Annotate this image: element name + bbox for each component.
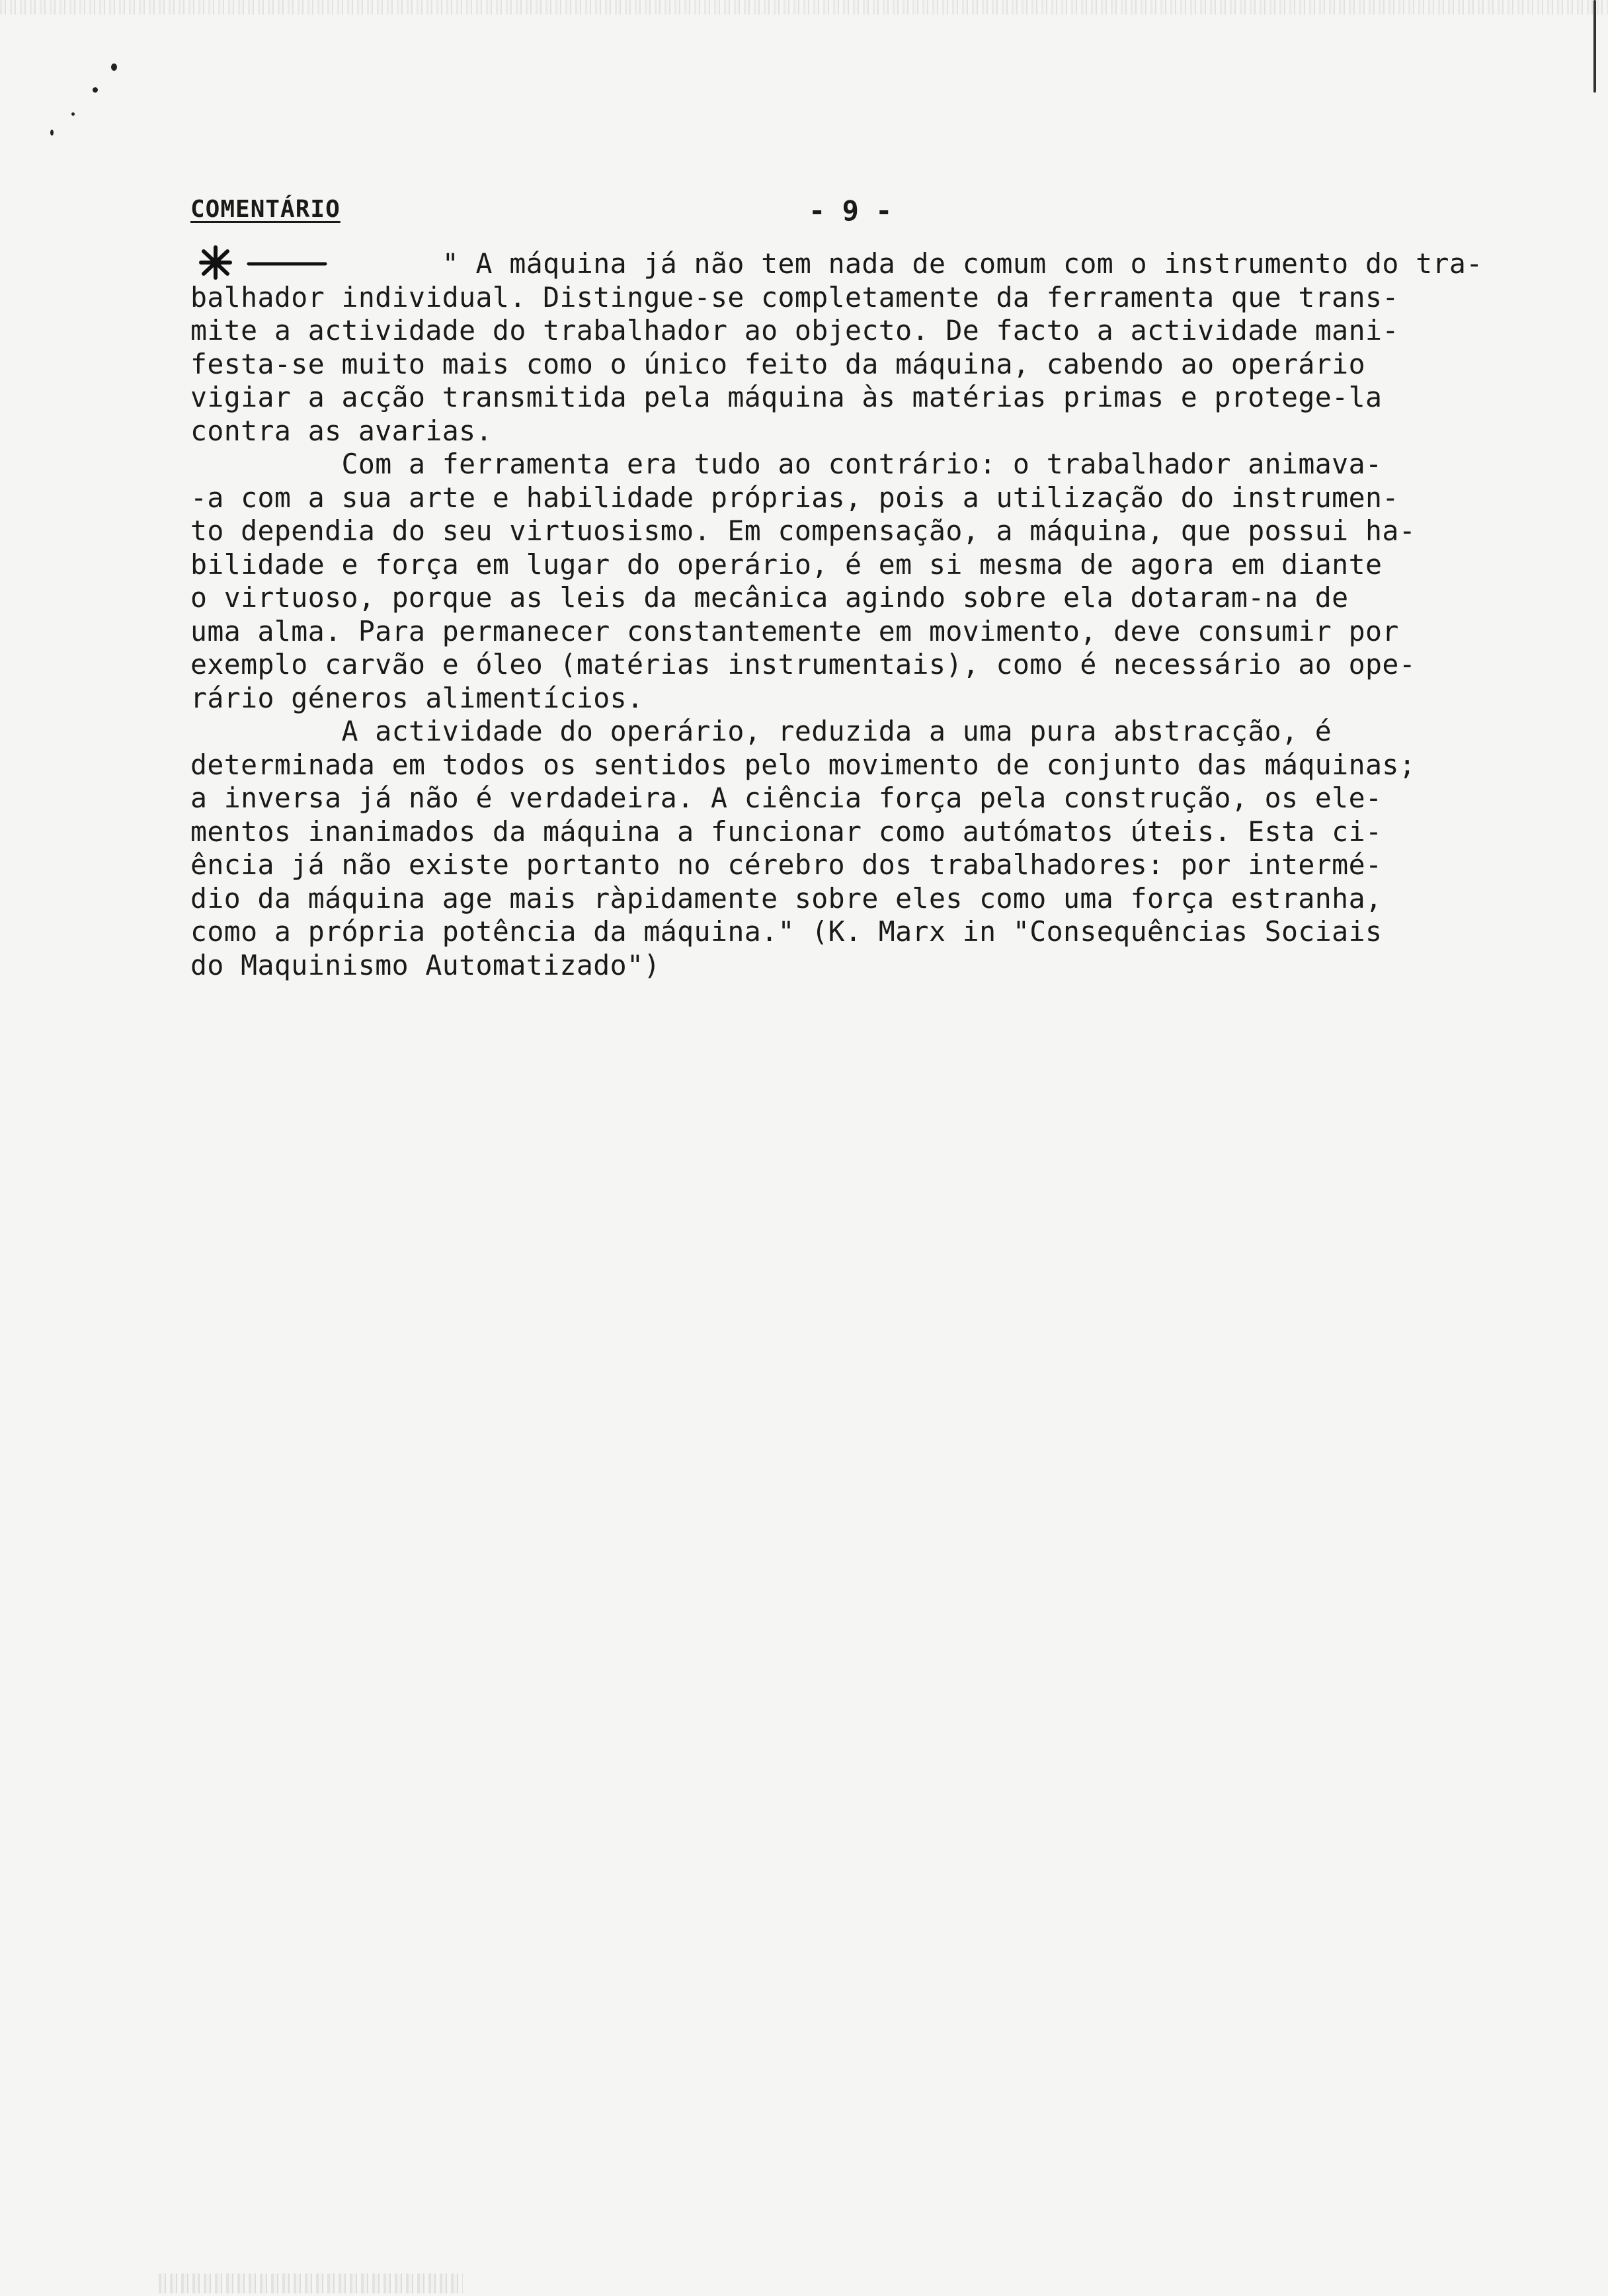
scan-speck xyxy=(50,130,54,136)
text-line: balhador individual. Distingue-se completamente da ferramenta que trans- xyxy=(190,280,1399,313)
text-line: vigiar a acção transmitida pela máquina às matérias primas e protege-la xyxy=(190,381,1383,413)
text-line: determinada em todos os sentidos pelo movimento de conjunto das máquinas; xyxy=(190,748,1416,781)
text-line: mentos inanimados da máquina a funcionar como autómatos úteis. Esta ci- xyxy=(190,815,1383,848)
text-line: uma alma. Para permanecer constantemente em movimento, deve consumir por xyxy=(190,614,1399,647)
scan-edge-noise xyxy=(0,0,1608,15)
text-line: festa-se muito mais como o único feito da máquina, cabendo ao operário xyxy=(190,347,1365,380)
text-line: to dependia do seu virtuosismo. Em compensação, a máquina, que possui ha- xyxy=(190,514,1416,547)
page-header xyxy=(190,196,1314,229)
scan-speck xyxy=(111,63,117,71)
scan-edge-mark xyxy=(1593,0,1596,93)
text-line: rário géneros alimentícios. xyxy=(190,681,644,714)
text-line: A actividade do operário, reduzida a uma pura abstracção, é xyxy=(190,715,1332,747)
scan-speck xyxy=(93,87,98,93)
text-line: ência já não existe portanto no cérebro dos trabalhadores: por intermé- xyxy=(190,848,1383,881)
text-line: a inversa já não é verdadeira. A ciência força pela construção, os ele- xyxy=(190,782,1383,814)
text-line: dio da máquina age mais ràpidamente sobre eles como uma força estranha, xyxy=(190,882,1383,915)
section-label: COMENTÁRIO xyxy=(190,196,341,223)
text-line: do Maquinismo Automatizado") xyxy=(190,948,661,981)
text-line: bilidade e força em lugar do operário, é em si mesma de agora em diante xyxy=(190,548,1383,581)
text-line: mite a actividade do trabalhador ao objecto. De facto a actividade mani- xyxy=(190,314,1399,347)
scan-edge-noise-bottom xyxy=(159,2274,463,2293)
text-line: como a própria potência da máquina." (K. Marx in "Consequências Sociais xyxy=(190,915,1383,948)
text-line: contra as avarias. xyxy=(190,414,493,447)
quoted-text-block xyxy=(190,247,1513,982)
page-number: - 9 - xyxy=(809,194,893,227)
text-line: o virtuoso, porque as leis da mecânica agindo sobre ela dotaram-na de xyxy=(190,581,1349,614)
text-line: Com a ferramenta era tudo ao contrário: o trabalhador animava- xyxy=(190,448,1383,480)
text-line: " A máquina já não tem nada de comum com o instrumento do tra- xyxy=(190,247,1483,280)
text-line: -a com a sua arte e habilidade próprias, pois a utilização do instrumen- xyxy=(190,481,1399,514)
scan-speck xyxy=(71,112,75,116)
text-line: exemplo carvão e óleo (matérias instrumentais), como é necessário ao ope- xyxy=(190,648,1416,680)
